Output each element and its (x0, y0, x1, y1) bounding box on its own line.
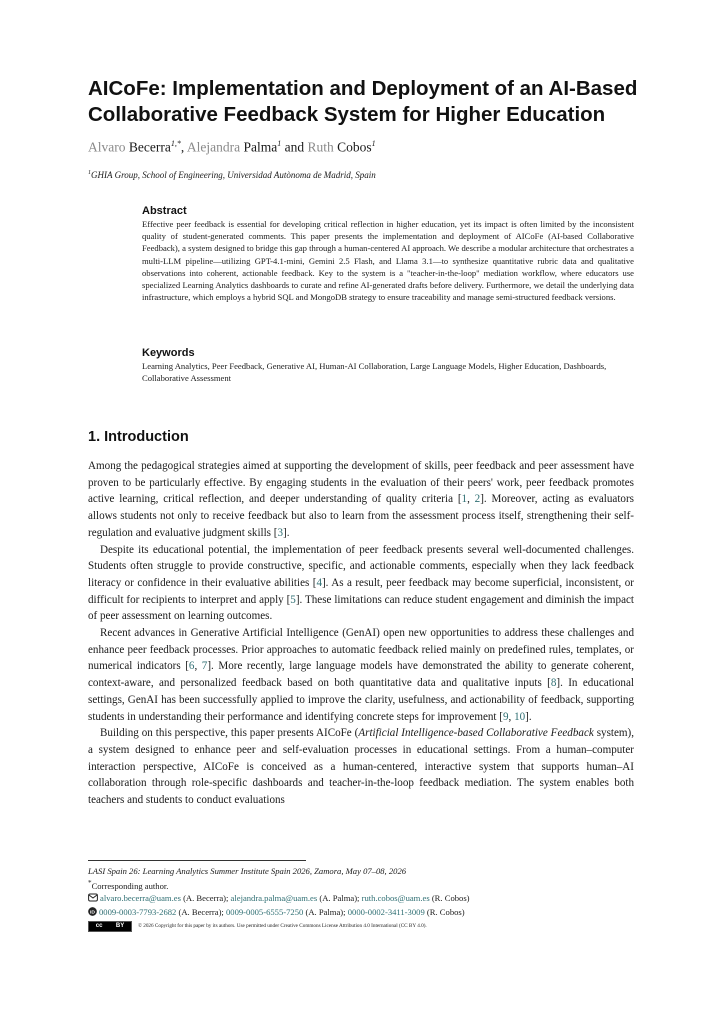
citation-link[interactable]: 7 (201, 660, 208, 673)
citation-link[interactable]: 8 (550, 677, 557, 690)
author-last-name: Becerra (128, 139, 171, 155)
link-owner: (R. Cobos) (429, 893, 470, 904)
link-owner: (R. Cobos) (424, 906, 465, 917)
envelope-icon (88, 893, 98, 905)
abstract-text: Effective peer feedback is essential for developing critical reflection in higher education, yet its impact is often limited by the inconsistent quality of student-generated comments. This paper presents the implementation and deployment of AICoFe (AI-based Collaborative Feedback), a system designed to bridge this gap through a human-centered AI approach. We describe a modular architecture that orchestrates a multi-LLM pipeline—utilizing GPT-4.1-mini, Gemini 2.5 Flash, and Llama 3.1—to synthesize quantitative rubric data and qualitative observations into coherent, actionable feedback. Key to the system is a "teacher-in-the-loop" mediation workflow, where educators use specialized Learning Analytics dashboards to curate and refine AI-generated drafts before delivery. Furthermore, we detail the underlying data infrastructure, which employs a hybrid SQL and MongoDB strategy to ensure traceability and manage semi-structured feedback versions. (142, 219, 634, 303)
paragraph: Recent advances in Generative Artificial Intelligence (GenAI) open new opportunities to address these challenges and enhance peer feedback processes. Prior approaches to automatic feedback relied mainly on predefined rules, templates, or numerical indicators [6, 7]. More recently, large language models have demonstrated the ability to generate coherent, context-aware, and personalized feedback based on both quantitative data and qualitative inputs [8]. In educational settings, GenAI has been successfully applied to improve the clarity, usefulness, and actionability of feedback, supporting students in understanding their performance and identifying concrete steps for improvement [9, 10]. (88, 627, 635, 723)
italic-term: Artificial Intelligence-based Collaborative Feedback (358, 727, 594, 740)
introduction-body (88, 458, 634, 809)
orcid-link[interactable]: 0009-0003-7793-2682 (99, 906, 177, 917)
keywords-text: Learning Analytics, Peer Feedback, Generative AI, Human-AI Collaboration, Large Language Models, Higher Education, Dashboards, Collaborative Assessment (142, 361, 607, 384)
cc-by-badge (88, 921, 132, 932)
citation-link[interactable]: 5 (290, 593, 296, 606)
link-owner: (A. Palma); (303, 906, 348, 917)
orcid-link[interactable]: 0009-0005-6555-7250 (225, 906, 304, 917)
author-first-name: Alejandra (186, 139, 241, 155)
email-link[interactable]: alejandra.palma@uam.es (230, 893, 318, 904)
corresponding-marker: * (88, 879, 92, 888)
email-link[interactable]: alvaro.becerra@uam.es (100, 893, 181, 904)
author-first-name: Ruth (307, 139, 334, 155)
citation-link[interactable]: 9 (502, 710, 509, 723)
author-separator: , (180, 139, 187, 155)
footnotes (88, 865, 648, 932)
affiliation (88, 170, 376, 180)
paragraph: Building on this perspective, this paper presents AICoFe (Artificial Intelligence-based Collaborative Feedback system), a system designed to enhance peer and self-evaluation processes in educational settings. From a human–computer interaction perspective, AICoFe is conceived as a human-centered, interactive system that supports human–AI collaboration through role-specific dashboards and teacher-in-the-loop feedback mediation. The system enables both teachers and students to conduct evaluations (88, 727, 634, 807)
citation-link[interactable]: 2 (474, 493, 481, 506)
email-list (100, 893, 470, 903)
author-first-name: Alvaro (88, 139, 126, 155)
citation-link[interactable]: 1 (461, 493, 468, 506)
citation-link[interactable]: 10 (514, 710, 526, 723)
affiliation-marker: 1 (88, 170, 91, 176)
orcid-icon (88, 907, 97, 919)
keywords-section (142, 347, 634, 384)
keywords-heading: Keywords (142, 347, 195, 359)
corresponding-note (88, 877, 648, 892)
paragraph: Despite its educational potential, the implementation of peer feedback presents several well-documented challenges. Students often struggle to provide constructive, specific, and actionable comments, especially when they lack feedback literacy or confidence in their evaluative abilities [4]. As a result, peer feedback may become superficial, inconsistent, or difficult for recipients to interpret and apply [5]. These limitations can reduce student engagement and diminish the impact of peer assessment on learning outcomes. (88, 543, 634, 623)
link-owner: (A. Palma); (317, 893, 362, 904)
link-owner: (A. Becerra); (180, 893, 231, 904)
author-separator: and (281, 139, 308, 155)
author-last-name: Palma (243, 139, 278, 155)
link-owner: (A. Becerra); (176, 906, 226, 917)
orcid-link[interactable]: 0000-0002-3411-3009 (347, 906, 425, 917)
paragraph: Among the pedagogical strategies aimed at supporting the development of skills, peer feedback and peer assessment have proven to be particularly effective. By engaging students in the evaluation of their peers' work, peer feedback promotes active learning, critical reflection, and deeper understanding of quality criteria [1, 2]. Moreover, acting as evaluators allows students not only to receive feedback but also to learn from the assessment process itself, strengthening their self-regulation and evaluative judgment skills [3]. (88, 460, 634, 539)
cc-badge-left: cc (95, 923, 103, 930)
license-text: © 2026 Copyright for this paper by its authors. Use permitted under Creative Commons License Attribution 4.0 International (CC BY 4.0). (138, 923, 427, 930)
conference-note: LASI Spain 26: Learning Analytics Summer Institute Spain 2026, Zamora, May 07–08, 2026 (88, 866, 407, 876)
corresponding-text: Corresponding author. (91, 881, 169, 892)
author-affiliation-marker: 1 (371, 139, 376, 148)
author-affiliation-marker: 1 (277, 139, 282, 148)
cc-badge-right: BY (115, 923, 125, 930)
orcid-list (99, 907, 465, 917)
abstract-heading: Abstract (142, 205, 187, 217)
svg-text:iD: iD (90, 910, 95, 916)
author-list (88, 139, 376, 156)
citation-link[interactable]: 3 (277, 526, 284, 539)
orcid-line (88, 906, 648, 919)
footnote-rule (88, 860, 306, 861)
license-row (88, 920, 648, 932)
abstract-section (142, 205, 634, 303)
email-link[interactable]: ruth.cobos@uam.es (361, 893, 430, 904)
affiliation-text: GHIA Group, School of Engineering, Universidad Autònoma de Madrid, Spain (91, 170, 376, 180)
author-affiliation-marker: 1,* (170, 139, 181, 148)
citation-link[interactable]: 4 (316, 576, 322, 589)
citation-link[interactable]: 6 (188, 660, 195, 673)
email-line (88, 892, 648, 905)
paper-title: AICoFe: Implementation and Deployment of an AI-Based Collaborative Feedback System for Higher Education (88, 77, 638, 126)
section-title-introduction: 1. Introduction (88, 429, 189, 445)
author-last-name: Cobos (337, 139, 372, 155)
